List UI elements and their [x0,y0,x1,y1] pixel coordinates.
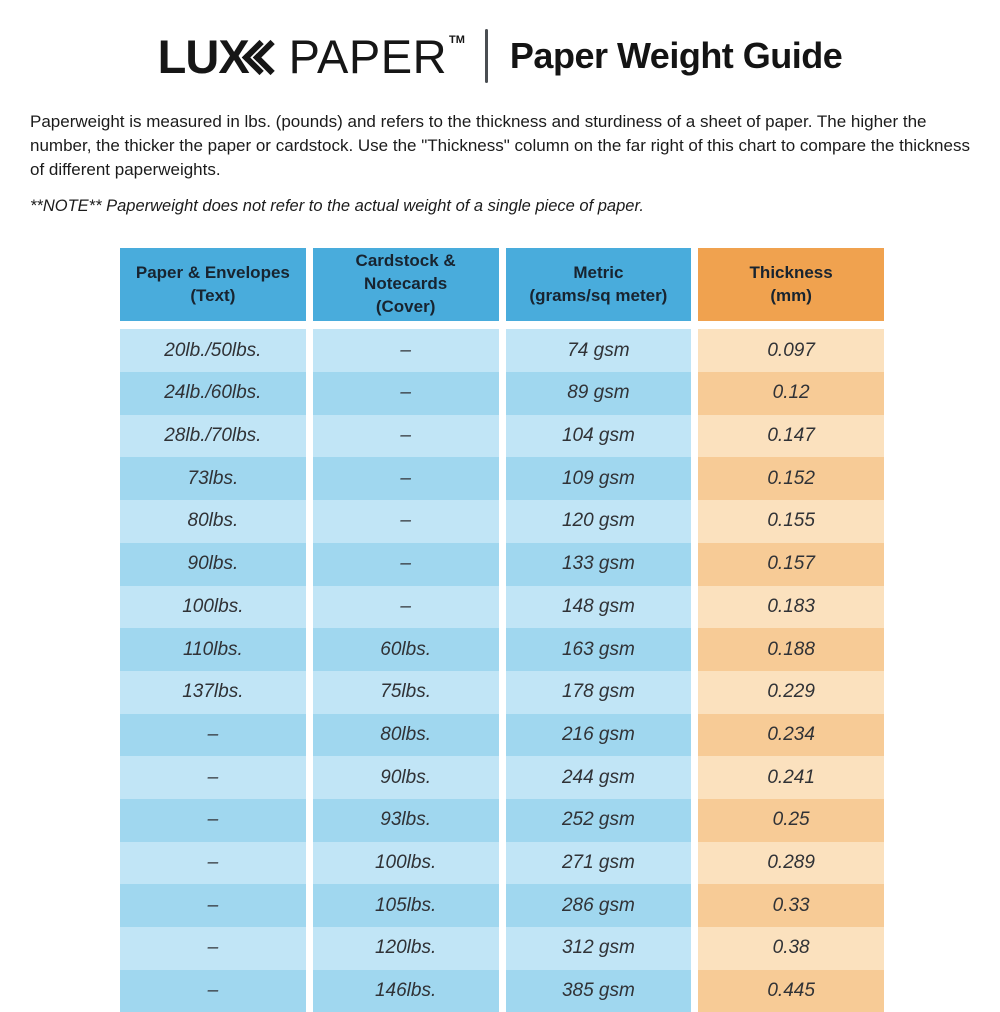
table-cell: 93lbs. [313,799,499,842]
table-cell: 0.33 [698,884,884,927]
paper-weight-table [120,248,884,1012]
table-row [120,543,884,586]
column-header-metric [506,248,692,321]
header-line: (grams/sq meter) [529,285,668,305]
lux-chevron-icon [247,45,283,70]
table-cell: 271 gsm [506,842,692,885]
table-cell: 146lbs. [313,970,499,1012]
table-row [120,329,884,372]
table-cell: 75lbs. [313,671,499,714]
table-cell: 0.152 [698,457,884,500]
table-row [120,799,884,842]
header-line: (Cover) [375,297,436,317]
table-cell: 90lbs. [313,756,499,799]
header-line: Thickness [749,262,833,282]
table-cell: – [120,842,306,885]
logo-lux-text: LUX [157,29,249,83]
table-cell: 312 gsm [506,927,692,970]
table-cell: 216 gsm [506,714,692,757]
table-cell: 0.445 [698,970,884,1012]
table-cell: 0.147 [698,415,884,458]
table-cell: – [313,457,499,500]
table-cell: 133 gsm [506,543,692,586]
table-cell: 137lbs. [120,671,306,714]
table-row [120,415,884,458]
trademark-symbol: TM [449,34,465,46]
table-cell: 20lb./50lbs. [120,329,306,372]
table-cell: 0.097 [698,329,884,372]
table-cell: – [313,586,499,629]
table-cell: 100lbs. [120,586,306,629]
table-cell: – [313,415,499,458]
table-cell: 73lbs. [120,457,306,500]
note-text: **NOTE** Paperweight does not refer to the actual weight of a single piece of paper. [30,197,644,216]
table-cell: 244 gsm [506,756,692,799]
table-cell: – [120,714,306,757]
table-cell: 286 gsm [506,884,692,927]
table-cell: 163 gsm [506,628,692,671]
table-cell: 28lb./70lbs. [120,415,306,458]
table-cell: 80lbs. [120,500,306,543]
table-cell: 0.38 [698,927,884,970]
table-cell: 24lb./60lbs. [120,372,306,415]
table-row [120,927,884,970]
table-cell: 120 gsm [506,500,692,543]
table-cell: 110lbs. [120,628,306,671]
table-cell: 0.12 [698,372,884,415]
table-cell: 120lbs. [313,927,499,970]
table-row [120,970,884,1012]
masthead [0,0,1000,86]
table-cell: 178 gsm [506,671,692,714]
table-row [120,756,884,799]
table-cell: – [120,927,306,970]
header-line: Paper & Envelopes [135,262,290,282]
table-cell: 74 gsm [506,329,692,372]
table-cell: – [313,372,499,415]
header-line: (mm) [770,285,812,305]
table-header-row [120,248,884,321]
table-cell: – [120,884,306,927]
table-cell: 100lbs. [313,842,499,885]
table-row [120,372,884,415]
table-row [120,884,884,927]
table-body [120,329,884,1012]
table-cell: – [120,756,306,799]
table-cell: 90lbs. [120,543,306,586]
table-cell: 0.289 [698,842,884,885]
table-cell: 0.229 [698,671,884,714]
page-title: Paper Weight Guide [509,35,843,76]
table-cell: 104 gsm [506,415,692,458]
table-cell: – [120,799,306,842]
table-cell: 80lbs. [313,714,499,757]
table-cell: 0.157 [698,543,884,586]
table-cell: 0.25 [698,799,884,842]
header-line: Metric [573,262,624,282]
table-row [120,500,884,543]
table-cell: 105lbs. [313,884,499,927]
table-cell: – [313,543,499,586]
table-cell: – [313,500,499,543]
table-cell: 109 gsm [506,457,692,500]
logo-paper-text: PAPER [288,29,448,83]
table-row [120,628,884,671]
table-cell: 0.183 [698,586,884,629]
divider [485,29,488,83]
lux-paper-logo [158,29,463,84]
table-cell: 252 gsm [506,799,692,842]
table-cell: 148 gsm [506,586,692,629]
column-header-cardstock-notecards [313,248,499,321]
table-cell: 0.234 [698,714,884,757]
header-line: Cardstock & Notecards [355,251,456,294]
table-cell: 385 gsm [506,970,692,1012]
table-row [120,457,884,500]
table-row [120,586,884,629]
table-row [120,671,884,714]
column-header-paper-envelopes [120,248,306,321]
table-row [120,842,884,885]
table-cell: 0.188 [698,628,884,671]
table-cell: 89 gsm [506,372,692,415]
header-line: (Text) [190,285,236,305]
intro-paragraph: Paperweight is measured in lbs. (pounds) and refers to the thickness and sturdiness of a sheet of paper. The higher the number, the thicker the paper or cardstock. Use the "Thickness" column on the far right of this chart to compare the thickness of different paperweights. [30,112,970,180]
table-row [120,714,884,757]
column-header-thickness [698,248,884,321]
table-cell: – [120,970,306,1012]
table-cell: 0.155 [698,500,884,543]
table-cell: 0.241 [698,756,884,799]
table-cell: 60lbs. [313,628,499,671]
table-cell: – [313,329,499,372]
